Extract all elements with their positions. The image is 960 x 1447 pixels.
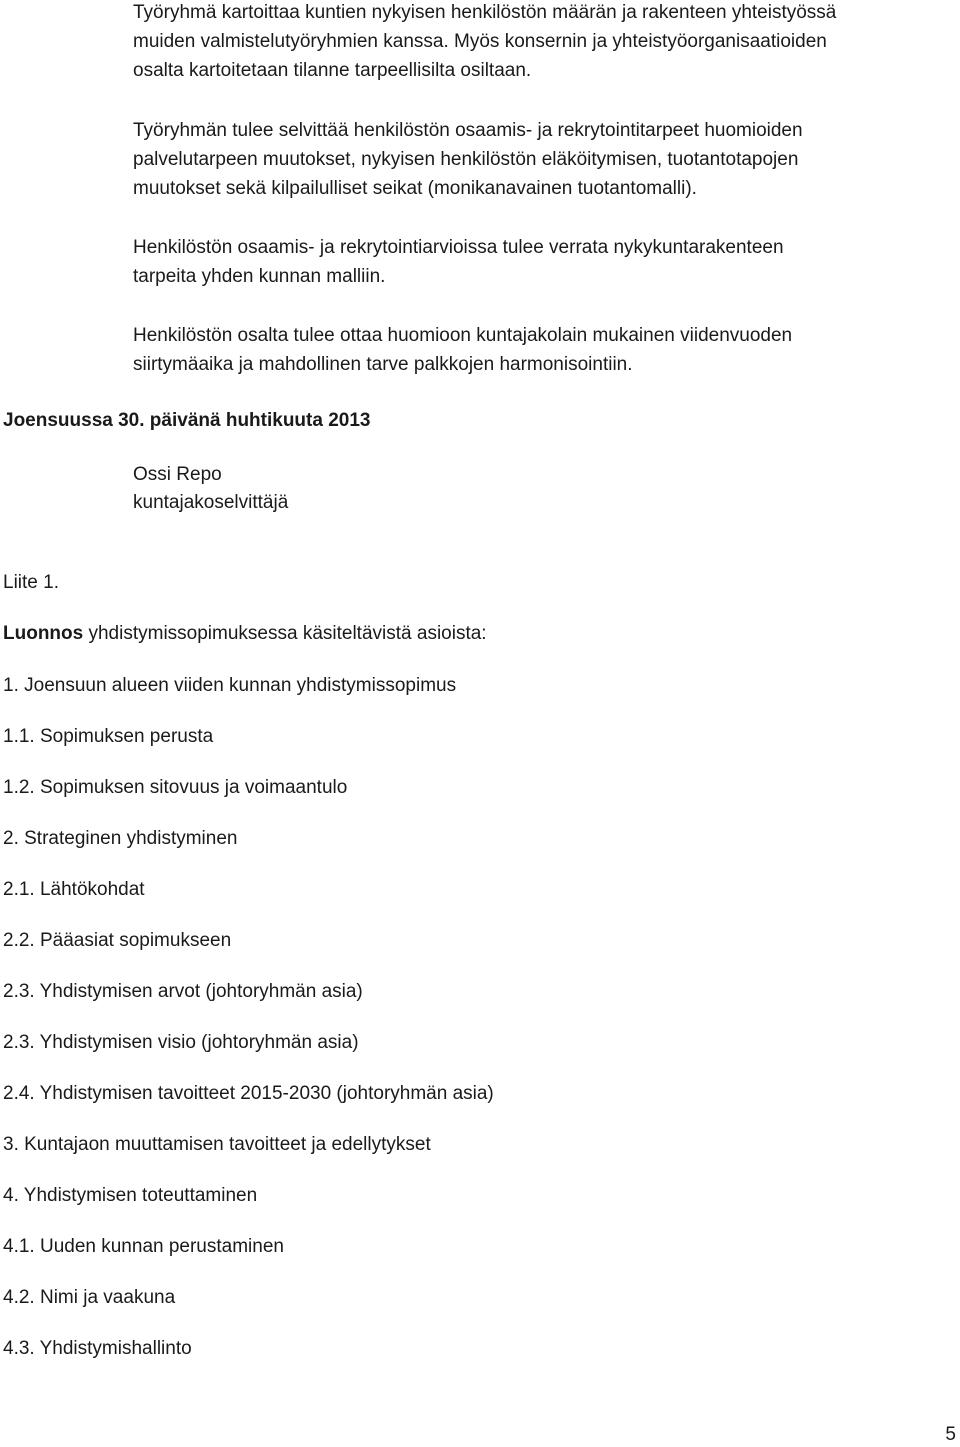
- list-item: 2.2. Pääasiat sopimukseen: [3, 930, 232, 951]
- paragraph-recruitment-assessment: [133, 233, 933, 291]
- list-item: 4.2. Nimi ja vaakuna: [3, 1287, 176, 1308]
- signer-title: kuntajakoselvittäjä: [133, 492, 289, 513]
- text-line: Työryhmä kartoittaa kuntien nykyisen henkilöstön määrän ja rakenteen yhteistyössä: [133, 2, 837, 23]
- appendix-heading-rest: yhdistymissopimuksessa käsiteltävistä asioista:: [83, 623, 487, 644]
- text-line: Henkilöstön osalta tulee ottaa huomioon kuntajakolain mukainen viidenvuoden: [133, 325, 793, 346]
- list-item: 4. Yhdistymisen toteuttaminen: [3, 1185, 258, 1206]
- list-item: 2.3. Yhdistymisen arvot (johtoryhmän asia): [3, 981, 363, 1002]
- text-line: tarpeita yhden kunnan malliin.: [133, 266, 386, 287]
- paragraph-competence-needs: [133, 116, 933, 203]
- list-item: 1.1. Sopimuksen perusta: [3, 726, 214, 747]
- text-line: siirtymäaika ja mahdollinen tarve palkkojen harmonisointiin.: [133, 354, 633, 375]
- appendix-heading: [3, 622, 487, 646]
- text-line: osalta kartoitetaan tilanne tarpeellisilta osiltaan.: [133, 60, 532, 81]
- appendix-label: Liite 1.: [3, 572, 59, 593]
- text-line: Työryhmän tulee selvittää henkilöstön osaamis- ja rekrytointitarpeet huomioiden: [133, 120, 803, 141]
- list-item: 2. Strateginen yhdistyminen: [3, 828, 238, 849]
- list-item: 2.4. Yhdistymisen tavoitteet 2015-2030 (johtoryhmän asia): [3, 1083, 494, 1104]
- text-line: palvelutarpeen muutokset, nykyisen henkilöstön eläköitymisen, tuotantotapojen: [133, 149, 799, 170]
- text-line: muiden valmistelutyöryhmien kanssa. Myös konsernin ja yhteistyöorganisaatioiden: [133, 31, 827, 52]
- list-item: 4.1. Uuden kunnan perustaminen: [3, 1236, 284, 1257]
- text-line: Henkilöstön osaamis- ja rekrytointiarvioissa tulee verrata nykykuntarakenteen: [133, 237, 784, 258]
- page-number: 5: [945, 1424, 956, 1445]
- place-date: Joensuussa 30. päivänä huhtikuuta 2013: [3, 410, 371, 431]
- list-item: 3. Kuntajaon muuttamisen tavoitteet ja edellytykset: [3, 1134, 431, 1155]
- text-line: muutokset sekä kilpailulliset seikat (monikanavainen tuotantomalli).: [133, 178, 697, 199]
- list-item: 1.2. Sopimuksen sitovuus ja voimaantulo: [3, 777, 348, 798]
- signer-name: Ossi Repo: [133, 464, 222, 485]
- list-item: 2.1. Lähtökohdat: [3, 879, 145, 900]
- list-item: 2.3. Yhdistymisen visio (johtoryhmän asia): [3, 1032, 359, 1053]
- appendix-heading-bold: Luonnos: [3, 623, 84, 644]
- paragraph-transition-period: [133, 321, 933, 379]
- list-item: 4.3. Yhdistymishallinto: [3, 1338, 192, 1359]
- list-item: 1. Joensuun alueen viiden kunnan yhdistymissopimus: [3, 675, 457, 696]
- paragraph-staff-survey: [133, 0, 933, 85]
